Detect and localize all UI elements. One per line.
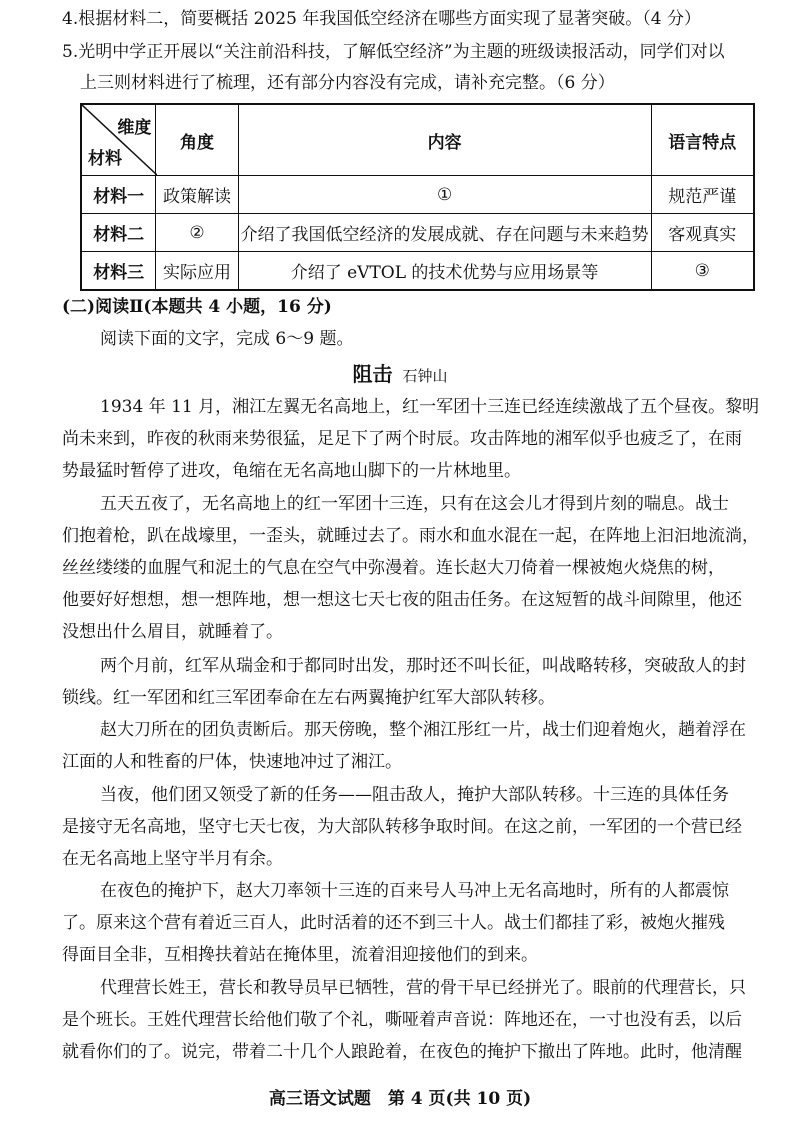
- question-5-line-1: 5.光明中学正开展以“关注前沿科技，了解低空经济”为主题的班级读报活动，同学们对以: [62, 42, 725, 62]
- paragraph-line: 没想出什么眉目，就睡着了。: [62, 622, 283, 642]
- row-content: ①: [238, 176, 651, 214]
- article-title: 阻击: [352, 362, 393, 386]
- paragraph-line: 尚未来到，昨夜的秋雨来势很猛，足足下了两个时辰。攻击阵地的湘军似乎也疲乏了，在雨: [62, 429, 742, 449]
- paragraph-line: 两个月前，红军从瑞金和于都同时出发，那时还不叫长征，叫战略转移，突破敌人的封: [100, 656, 746, 676]
- row-content: 介绍了 eVTOL 的技术优势与应用场景等: [238, 252, 651, 291]
- table-row: [81, 214, 754, 252]
- header-content: 内容: [238, 104, 651, 176]
- table-row: [81, 252, 754, 291]
- header-language-style: 语言特点: [651, 104, 754, 176]
- page-footer: 高三语文试题 第 4 页(共 10 页): [268, 1089, 532, 1109]
- section-instruction: 阅读下面的文字，完成 6～9 题。: [100, 329, 354, 349]
- row-style: 客观真实: [651, 214, 754, 252]
- row-material: 材料二: [81, 214, 156, 252]
- article-title-block: [0, 361, 800, 389]
- paragraph-line: 势最猛时暂停了进攻，龟缩在无名高地山脚下的一片林地里。: [62, 461, 521, 481]
- row-material: 材料一: [81, 176, 156, 214]
- paragraph-line: 是接守无名高地，坚守七天七夜，为大部队转移争取时间。在这之前，一军团的一个营已经: [62, 817, 742, 837]
- paragraph-line: 得面目全非，互相搀扶着站在掩体里，流着泪迎接他们的到来。: [62, 945, 538, 965]
- table-header-row: [81, 104, 754, 176]
- table-row: [81, 176, 754, 214]
- summary-table: [80, 103, 755, 291]
- row-style: 规范严谨: [651, 176, 754, 214]
- paragraph-line: 在夜色的掩护下，赵大刀率领十三连的百来号人马冲上无名高地时，所有的人都震惊: [100, 881, 729, 901]
- question-4: 4.根据材料二，简要概括 2025 年我国低空经济在哪些方面实现了显著突破。（4 分）: [62, 9, 702, 29]
- paragraph-line: 江面的人和牲畜的尸体，快速地冲过了湘江。: [62, 752, 402, 772]
- paragraph-line: 当夜，他们团又领受了新的任务——阻击敌人，掩护大部队转移。十三连的具体任务: [100, 785, 729, 805]
- paragraph-line: 是个班长。王姓代理营长给他们敬了个礼，嘶哑着声音说：阵地还在，一寸也没有丢，以后: [62, 1010, 742, 1030]
- paragraph-line: 丝丝缕缕的血腥气和泥土的气息在空气中弥漫着。连长赵大刀倚着一棵被炮火烧焦的树，: [62, 558, 725, 578]
- paragraph-line: 就看你们的了。说完，带着二十几个人踉跄着，在夜色的掩护下撤出了阵地。此时，他清醒: [62, 1042, 742, 1062]
- row-content: 介绍了我国低空经济的发展成就、存在问题与未来趋势: [238, 214, 651, 252]
- paragraph-line: 锁线。红一军团和红三军团奉命在左右两翼掩护红军大部队转移。: [62, 688, 555, 708]
- paragraph-line: 们抱着枪，趴在战壕里，一歪头，就睡过去了。雨水和血水混在一起，在阵地上汩汩地流淌，: [62, 526, 759, 546]
- row-angle: 实际应用: [156, 252, 238, 291]
- table-corner-cell: [81, 104, 156, 176]
- section-heading: (二)阅读Ⅱ(本题共 4 小题，16 分): [62, 297, 332, 317]
- paragraph-line: 了。原来这个营有着近三百人，此时活着的还不到三十人。战士们都挂了彩，被炮火摧残: [62, 913, 725, 933]
- paragraph-line: 五天五夜了，无名高地上的红一军团十三连，只有在这会儿才得到片刻的喘息。战士: [100, 494, 729, 514]
- row-material: 材料三: [81, 252, 156, 291]
- corner-label-material: 材料: [88, 149, 122, 169]
- corner-label-dimension: 维度: [117, 118, 152, 138]
- row-angle: ②: [156, 214, 238, 252]
- paragraph-line: 代理营长姓王，营长和教导员早已牺牲，营的骨干早已经拼光了。眼前的代理营长，只: [100, 978, 746, 998]
- paragraph-line: 1934 年 11 月，湘江左翼无名高地上，红一军团十三连已经连续激战了五个昼夜。黎明: [100, 397, 760, 417]
- question-5-line-2: 上三则材料进行了梳理，还有部分内容没有完成，请补充完整。（6 分）: [80, 73, 615, 93]
- paragraph-line: 他要好好想想，想一想阵地，想一想这七天七夜的阻击任务。在这短暂的战斗间隙里，他还: [62, 590, 742, 610]
- paragraph-line: 赵大刀所在的团负责断后。那天傍晚，整个湘江彤红一片，战士们迎着炮火，趟着浮在: [100, 720, 746, 740]
- row-style: ③: [651, 252, 754, 291]
- row-angle: 政策解读: [156, 176, 238, 214]
- article-author: 石钟山: [402, 367, 448, 385]
- paragraph-line: 在无名高地上坚守半月有余。: [62, 849, 283, 869]
- header-angle: 角度: [156, 104, 238, 176]
